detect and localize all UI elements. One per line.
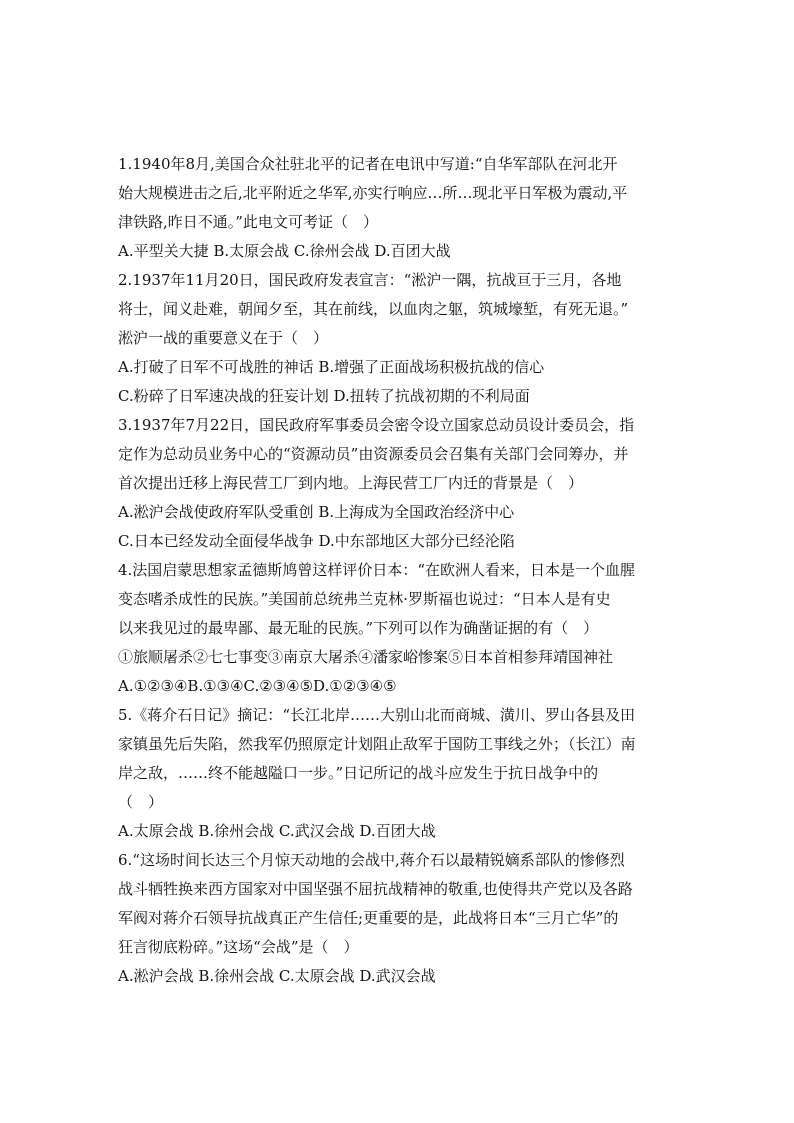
question-5-line-2: 家镇虽先后失陷，然我军仍照原定计划阻止敌军于国防工事线之外；（长江）南	[118, 735, 636, 753]
question-3-options-ab: A.淞沪会战使政府军队受重创 B.上海成为全国政治经济中心	[118, 503, 515, 521]
question-1-line-3: 津铁路,昨日不通。”此电文可考证（ ）	[118, 213, 378, 231]
question-4-line-4: ①旅顺屠杀②七七事变③南京大屠杀④潘家峪惨案⑤日本首相参拜靖国神社	[118, 648, 614, 666]
question-4	[118, 556, 678, 701]
question-3-options-cd: C.日本已经发动全面侵华战争 D.中东部地区大部分已经沦陷	[118, 532, 515, 550]
question-5-line-3: 岸之敌，……终不能越隘口一步。”日记所记的战斗应发生于抗日战争中的	[118, 764, 599, 782]
question-3-line-1: 3.1937年7月22日，国民政府军事委员会密令设立国家总动员设计委员会，指	[118, 416, 635, 434]
question-6-line-3: 军阀对蒋介石领导抗战真正产生信任;更重要的是，此战将日本“三月亡华”的	[118, 909, 619, 927]
question-4-options: A.①②③④B.①③④C.②③④⑤D.①②③④⑤	[118, 677, 397, 695]
question-2-line-1: 2.1937年11月20日，国民政府发表宣言：“淞沪一隅，抗战亘于三月，各地	[118, 271, 622, 289]
question-4-line-1: 4.法国启蒙思想家孟德斯鸠曾这样评价日本：“在欧洲人看来，日本是一个血腥	[118, 561, 635, 579]
question-1-line-1: 1.1940年8月,美国合众社驻北平的记者在电讯中写道:“自华军部队在河北开	[118, 155, 618, 173]
question-2-options-cd: C.粉碎了日军速决战的狂妄计划 D.扭转了抗战初期的不利局面	[118, 387, 530, 405]
question-2-line-3: 淞沪一战的重要意义在于（ ）	[118, 329, 329, 347]
question-2-line-2: 将士，闻义赴难，朝闻夕至，其在前线，以血肉之躯，筑城壕堑，有死无退。”	[118, 300, 629, 318]
question-6-line-2: 战斗牺牲换来西方国家对中国坚强不屈抗战精神的敬重,也使得共产党以及各路	[118, 880, 633, 898]
question-1-options: A.平型关大捷 B.太原会战 C.徐州会战 D.百团大战	[118, 242, 451, 260]
question-2-options-ab: A.打破了日军不可战胜的神话 B.增强了正面战场积极抗战的信心	[118, 358, 545, 376]
question-6	[118, 846, 678, 991]
question-3-line-3: 首次提出迁移上海民营工厂到内地。上海民营工厂内迁的背景是（ ）	[118, 474, 584, 492]
question-3	[118, 411, 678, 556]
question-list	[118, 150, 678, 991]
question-6-options: A.淞沪会战 B.徐州会战 C.太原会战 D.武汉会战	[118, 967, 436, 985]
question-1	[118, 150, 678, 266]
question-5-line-1: 5.《蒋介石日记》摘记：“长江北岸……大别山北而商城、潢川、罗山各县及田	[118, 706, 635, 724]
question-5-line-4: （ ）	[118, 793, 164, 811]
question-4-line-2: 变态嗜杀成性的民族。”美国前总统弗兰克林·罗斯福也说过：“日本人是有史	[118, 590, 611, 608]
question-6-line-4: 狂言彻底粉碎。”这场“会战”是（ ）	[118, 938, 359, 956]
question-5-options: A.太原会战 B.徐州会战 C.武汉会战 D.百团大战	[118, 822, 436, 840]
question-5	[118, 701, 678, 846]
question-4-line-3: 以来我见过的最卑鄙、最无耻的民族。”下列可以作为确凿证据的有（ ）	[118, 619, 599, 637]
question-1-line-2: 始大规模进击之后,北平附近之华军,亦实行响应…所…现北平日军极为震动,平	[118, 184, 628, 202]
question-2	[118, 266, 678, 411]
question-3-line-2: 定作为总动员业务中心的“资源动员”由资源委员会召集有关部门会同筹办，并	[118, 445, 629, 463]
question-6-line-1: 6.“这场时间长达三个月惊天动地的会战中,蒋介石以最精锐嫡系部队的惨修烈	[118, 851, 625, 869]
